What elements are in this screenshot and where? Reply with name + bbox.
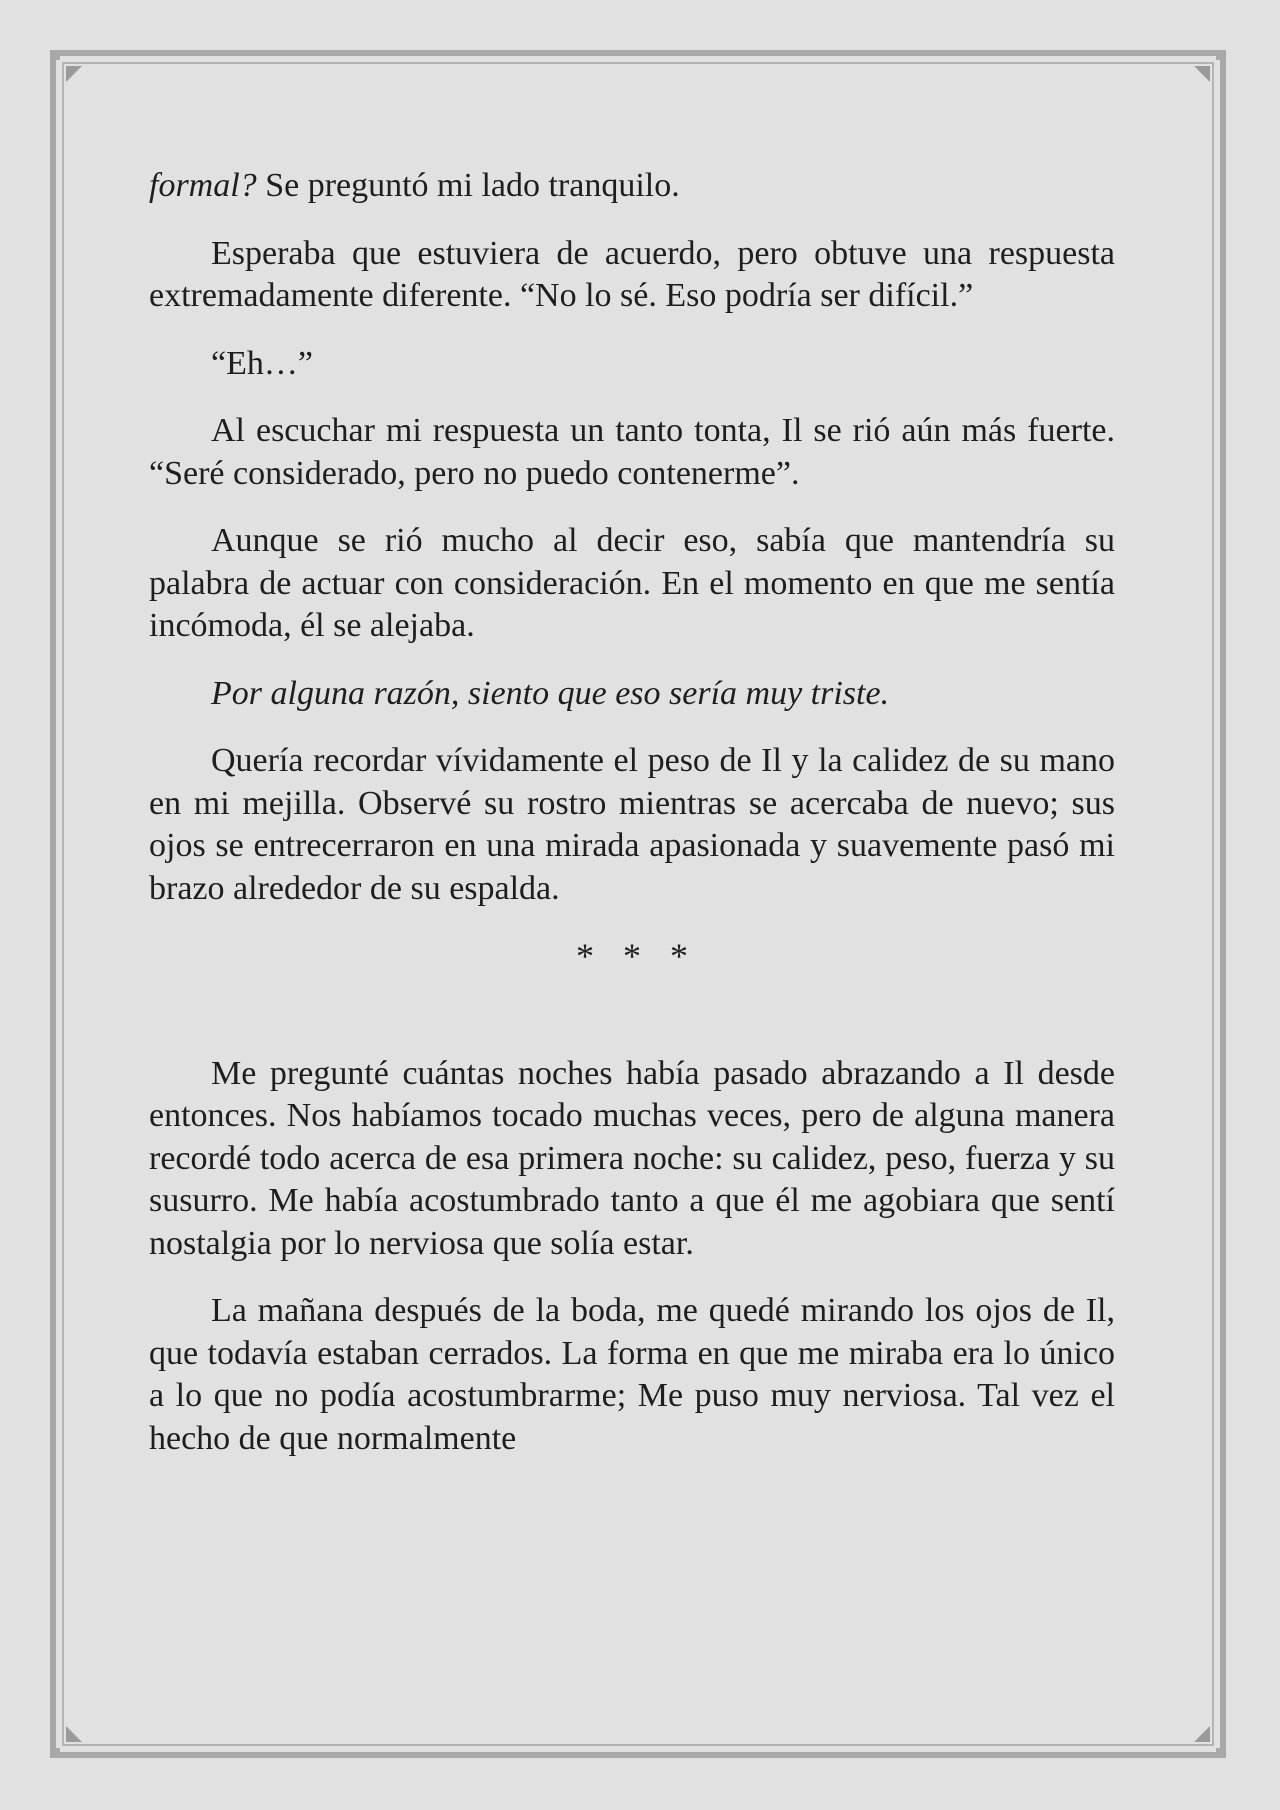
corner-ornament xyxy=(66,1726,82,1742)
corner-ornament xyxy=(66,66,82,82)
paragraph-text: Se preguntó mi lado tranquilo. xyxy=(256,167,680,204)
paragraph: Me pregunté cuántas noches había pasado abrazando a Il desde entonces. Nos habíamos tocado muchas veces, pero de alguna manera recordé todo acerca de esa primera noche: su calidez, peso, fuerza y su susurro. Me había acostumbrado tanto a que él me agobiara que sentí nostalgia por lo nerviosa que solía estar. xyxy=(149,1054,1115,1262)
paragraph xyxy=(149,165,1115,208)
border-tick xyxy=(1216,50,1226,60)
italic-thought: Por alguna razón, siento que eso sería muy triste. xyxy=(211,674,890,712)
paragraph: Esperaba que estuviera de acuerdo, pero obtuve una respuesta extremadamente diferente. “No lo sé. Eso podría ser difícil.” xyxy=(149,234,1115,314)
scene-separator: * * * xyxy=(576,936,698,976)
italic-lead: formal? xyxy=(149,167,257,204)
paragraph: Quería recordar vívidamente el peso de Il y la calidez de su mano en mi mejilla. Observé su rostro mientras se acercaba de nuevo; sus ojos se entrecerraron en una mirada apasionada y suavemente pasó mi brazo alrededor de su espalda. xyxy=(149,742,1115,907)
paragraph: La mañana después de la boda, me quedé mirando los ojos de Il, que todavía estaban cerrados. La forma en que me miraba era lo único a lo que no podía acostumbrarme; Me puso muy nerviosa. Tal vez el hecho de que normalmente xyxy=(149,1292,1115,1457)
paragraph: Al escuchar mi respuesta un tanto tonta, Il se rió aún más fuerte. “Seré considerado, pero no puedo contenerme”. xyxy=(149,412,1115,492)
border-tick xyxy=(50,50,60,60)
corner-ornament xyxy=(1194,66,1210,82)
paragraph: Aunque se rió mucho al decir eso, sabía que mantendría su palabra de actuar con consideración. En el momento en que me sentía incómoda, él se alejaba. xyxy=(149,522,1115,644)
border-tick xyxy=(50,1748,60,1758)
body-text xyxy=(149,165,1115,1485)
border-tick xyxy=(1216,1748,1226,1758)
paragraph: “Eh…” xyxy=(211,344,313,382)
corner-ornament xyxy=(1194,1726,1210,1742)
paragraph xyxy=(149,673,1115,716)
